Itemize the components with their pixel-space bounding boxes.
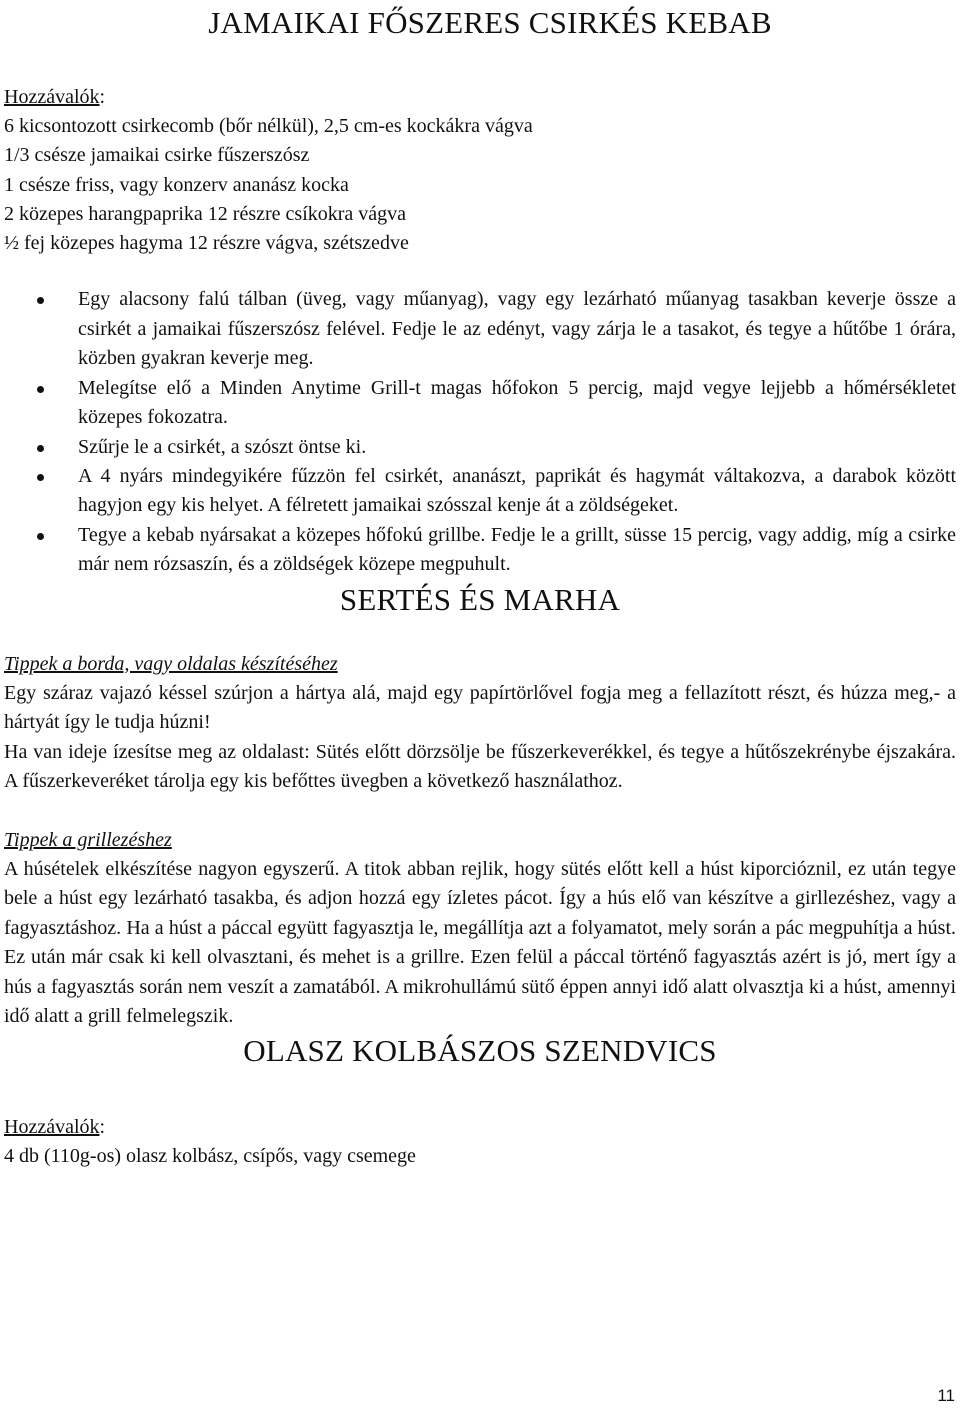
step-text: Egy alacsony falú tálban (üveg, vagy műanyag), vagy egy lezárható műanyag tasakban keverje össze a csirkét a jamaikai fűszerszósz felével. Fedje le az edényt, vagy zárja le a tasakot, és tegye a hűtőbe 1 órára, közben gyakran keverje meg. — [78, 288, 956, 370]
ingredients-label-colon: : — [99, 86, 106, 108]
bullet-icon — [37, 474, 44, 481]
step-text: Melegítse elő a Minden Anytime Grill-t magas hőfokon 5 percig, majd vegye lejjebb a hőmérsékletet közepes fokozatra. — [78, 376, 956, 429]
step-text: Tegye a kebab nyársakat a közepes hőfokú grillbe. Fedje le a grillt, süsse 15 percig, vagy addig, míg a csirke már nem rózsaszín, és a zöldségek közepe megpuhult. — [78, 523, 956, 576]
bullet-icon — [37, 297, 44, 304]
ingredients-list — [4, 1142, 956, 1171]
recipe-title-italian-sausage: OLASZ KOLBÁSZOS SZENDVICS — [243, 1033, 717, 1069]
preparation-steps-list — [4, 285, 956, 579]
tips-heading-ribs: Tippek a borda, vagy oldalas készítéséhez — [4, 652, 338, 675]
step-text: Szűrje le a csirkét, a szószt öntse ki. — [78, 435, 367, 458]
page-content — [4, 0, 956, 1172]
ingredients-label — [4, 83, 956, 112]
tips-paragraph: Egy száraz vajazó késsel szúrjon a hártya alá, majd egy papírtörlővel fogja meg a fellazított részt, és húzza meg,- a hártyát így le tudja húzni! — [4, 681, 956, 734]
step-item — [4, 462, 956, 521]
step-item — [4, 521, 956, 580]
tips-paragraph: Ha van ideje ízesítse meg az oldalast: Sütés előtt dörzsölje be fűszerkeverékkel, és tegye a hűtőszekrénybe éjszakára. A fűszerkeveréket tárolja egy kis befőttes üvegben a következő használathoz. — [4, 740, 956, 793]
page-number: 11 — [937, 1386, 955, 1405]
ingredient-item: 1/3 csésze jamaikai csirke fűszerszósz — [4, 144, 310, 167]
ingredients-label — [4, 1113, 956, 1142]
ingredients-label-text: Hozzávalók — [4, 86, 100, 108]
ingredients-list — [4, 112, 956, 258]
ingredient-item: 1 csésze friss, vagy konzerv ananász kocka — [4, 173, 349, 196]
step-item — [4, 433, 956, 462]
ingredients-label-colon: : — [99, 1116, 106, 1139]
step-item — [4, 285, 956, 373]
tips-paragraph: A húsételek elkészítése nagyon egyszerű. A titok abban rejlik, hogy sütés előtt kell a húst kiporcióznil, ez után tegye bele a húst egy lezárható tasakba, és adjon hozzá egy ízletes pácot. Így a hús elő van készítve a girllezéshez, vagy a fagyasztáshoz. Ha a húst a páccal együtt fagyasztja le, megállítja azt a folyamatot, mely során a pác megpuhítja a húst. Ez után már csak ki kell olvasztani, és mehet is a grillre. Ezen felül a páccal történő fagyasztás azért is jó, mert így a hús a fagyasztás során nem veszít a zamatából. A mikrohullámú sütő éppen annyi idő alatt olvasztja ki a húst, amennyi idő alatt a grill felmelegszik. — [4, 857, 956, 1028]
bullet-icon — [37, 386, 44, 393]
section-title-pork-beef: SERTÉS ÉS MARHA — [339, 581, 621, 617]
bullet-icon — [37, 445, 44, 452]
step-text: A 4 nyárs mindegyikére fűzzön fel csirkét, ananászt, paprikát és hagymát váltakozva, a darabok között hagyjon egy kis helyet. A félretett jamaikai szósszal kenje át a zöldségeket. — [78, 464, 956, 517]
ingredient-item: ½ fej közepes hagyma 12 részre vágva, szétszedve — [4, 232, 409, 255]
bullet-icon — [37, 533, 44, 540]
ingredient-item: 4 db (110g-os) olasz kolbász, csípős, vagy csemege — [4, 1145, 416, 1168]
recipe-title-jamaican-kebab: JAMAIKAI FŐSZERES CSIRKÉS KEBAB — [208, 5, 772, 40]
ingredient-item: 6 kicsontozott csirkecomb (bőr nélkül), 2,5 cm-es kockákra vágva — [4, 115, 533, 137]
ingredient-item: 2 közepes harangpaprika 12 részre csíkokra vágva — [4, 202, 407, 225]
step-item — [4, 374, 956, 433]
ingredients-label-text: Hozzávalók — [4, 1116, 100, 1139]
tips-heading-grilling: Tippek a grillezéshez — [4, 828, 172, 851]
